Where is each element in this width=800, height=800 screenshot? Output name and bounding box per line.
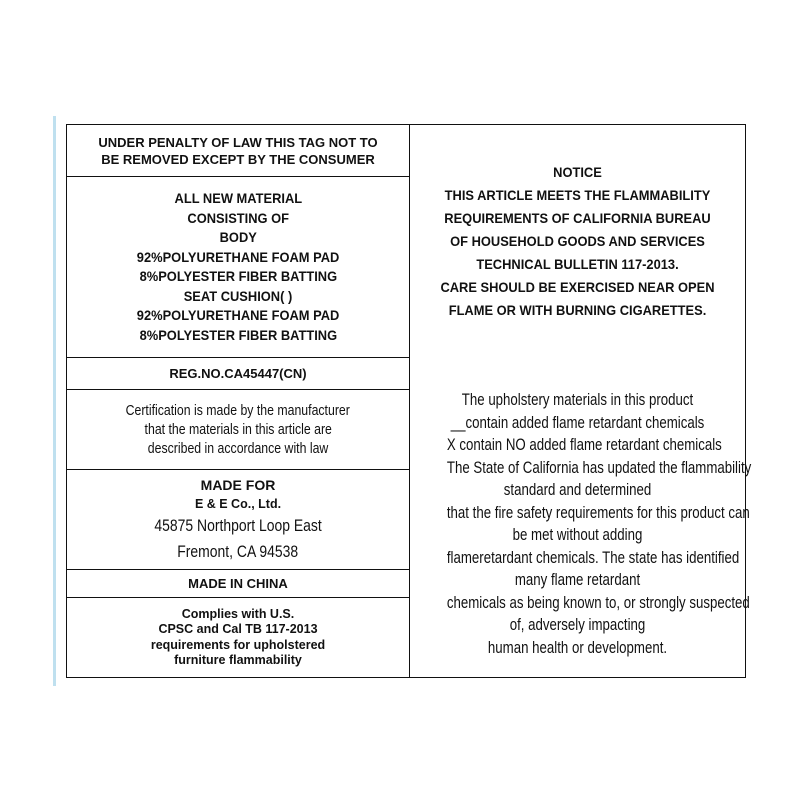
notice-line: TECHNICAL BULLETIN 117-2013. <box>476 256 679 272</box>
material-line: ALL NEW MATERIAL <box>174 190 302 206</box>
registration-number-cell <box>67 358 409 390</box>
certification-cell <box>67 390 409 470</box>
flammability-notice <box>410 161 745 322</box>
material-line: 8%POLYESTER FIBER BATTING <box>139 268 337 284</box>
made-in-cell <box>67 570 409 598</box>
made-for-cell <box>67 470 409 570</box>
notice-line: NOTICE <box>553 164 602 180</box>
upholstery-line: X contain NO added flame retardant chemicals <box>446 435 722 454</box>
registration-number: REG.NO.CA45447(CN) <box>169 366 307 381</box>
certification-line: Certification is made by the manufacturer <box>125 402 351 419</box>
upholstery-statement <box>410 389 752 659</box>
material-line: 92%POLYURETHANE FOAM PAD <box>136 307 340 323</box>
notice-line: OF HOUSEHOLD GOODS AND SERVICES <box>450 233 705 249</box>
compliance-line: Complies with U.S. <box>181 606 295 621</box>
made-for-title: MADE FOR <box>200 476 276 493</box>
upholstery-line: The State of California has updated the flammability <box>446 457 752 477</box>
material-content-cell <box>67 177 409 358</box>
penalty-line: UNDER PENALTY OF LAW THIS TAG NOT TO <box>98 134 378 150</box>
upholstery-line: The upholstery materials in this product <box>461 390 694 409</box>
notice-line: CARE SHOULD BE EXERCISED NEAR OPEN <box>440 279 715 295</box>
company-name: E & E Co., Ltd. <box>194 496 282 511</box>
law-label-tag <box>66 124 752 678</box>
upholstery-line: human health or development. <box>487 637 668 657</box>
certification-line: that the materials in this article are <box>144 421 332 438</box>
compliance-line: CPSC and Cal TB 117-2013 <box>158 622 318 636</box>
material-line: SEAT CUSHION( ) <box>183 287 293 304</box>
material-line: 92%POLYURETHANE FOAM PAD <box>136 248 340 265</box>
penalty-line: BE REMOVED EXCEPT BY THE CONSUMER <box>101 151 375 167</box>
upholstery-line: many flame retardant <box>514 570 641 589</box>
material-line: CONSISTING OF <box>187 209 289 226</box>
right-column <box>410 125 752 677</box>
upholstery-line: chemicals as being known to, or strongly suspected <box>446 592 750 612</box>
left-accent-line <box>53 116 56 686</box>
notice-line: THIS ARTICLE MEETS THE FLAMMABILITY <box>444 187 711 203</box>
material-line: BODY <box>219 229 257 245</box>
upholstery-line: that the fire safety requirements for this product can <box>446 502 750 522</box>
notice-line: REQUIREMENTS OF CALIFORNIA BUREAU <box>444 210 711 226</box>
upholstery-line: be met without adding <box>512 525 643 544</box>
upholstery-line: flameretardant chemicals. The state has identified <box>446 547 740 567</box>
address-line: Fremont, CA 94538 <box>177 541 299 561</box>
left-column <box>67 125 410 677</box>
compliance-line: furniture flammability <box>174 653 302 667</box>
material-line: 8%POLYESTER FIBER BATTING <box>139 326 337 343</box>
made-in-country: MADE IN CHINA <box>188 576 288 591</box>
certification-line: described in accordance with law <box>147 440 329 457</box>
address-line: 45875 Northport Loop East <box>154 515 322 535</box>
compliance-cell <box>67 598 409 677</box>
upholstery-line: of, adversely impacting <box>509 615 646 634</box>
upholstery-line: standard and determined <box>503 480 652 499</box>
penalty-of-law-cell <box>67 125 409 177</box>
notice-line: FLAME OR WITH BURNING CIGARETTES. <box>448 302 707 318</box>
upholstery-line: __contain added flame retardant chemicals <box>450 412 705 432</box>
compliance-line: requirements for upholstered <box>150 637 326 652</box>
